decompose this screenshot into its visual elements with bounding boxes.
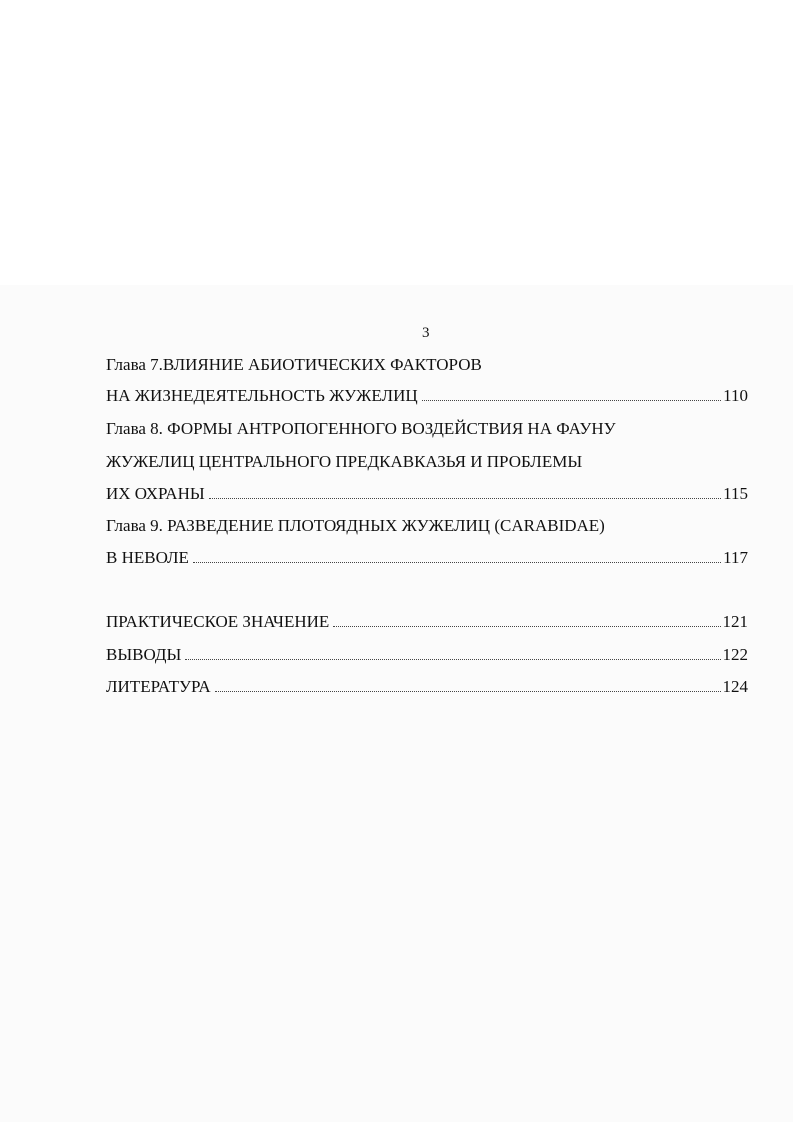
- dot-leader: [209, 498, 721, 499]
- page-number: 3: [422, 325, 430, 341]
- scan-background: [0, 285, 793, 1122]
- toc-practical-entry: [106, 610, 748, 634]
- toc-chapter9-page: 117: [723, 548, 748, 567]
- toc-chapter8-title-cont: ЖУЖЕЛИЦ ЦЕНТРАЛЬНОГО ПРЕДКАВКАЗЬЯ И ПРОБЛЕМЫ: [106, 452, 583, 471]
- toc-chapter7-page: 110: [723, 386, 748, 405]
- toc-literature-entry: [106, 675, 748, 699]
- toc-chapter8-title-end: ИХ ОХРАНЫ: [106, 484, 205, 503]
- toc-chapter9-title-cont: В НЕВОЛЕ: [106, 548, 189, 567]
- toc-literature-page: 124: [722, 677, 748, 696]
- dot-leader: [193, 562, 721, 563]
- toc-chapter7-title-cont: НА ЖИЗНЕДЕЯТЕЛЬНОСТЬ ЖУЖЕЛИЦ: [106, 386, 418, 405]
- dot-leader: [422, 400, 721, 401]
- toc-chapter9-entry: [106, 546, 748, 570]
- toc-conclusions-label: ВЫВОДЫ: [106, 645, 182, 664]
- toc-chapter7-title: Глава 7.ВЛИЯНИЕ АБИОТИЧЕСКИХ ФАКТОРОВ: [106, 355, 482, 374]
- toc-practical-label: ПРАКТИЧЕСКОЕ ЗНАЧЕНИЕ: [106, 612, 330, 631]
- toc-practical-page: 121: [722, 612, 748, 631]
- toc-conclusions-entry: [106, 643, 748, 667]
- dot-leader: [333, 626, 720, 627]
- toc-chapter8-page: 115: [723, 484, 748, 503]
- toc-literature-label: ЛИТЕРАТУРА: [106, 677, 211, 696]
- dot-leader: [185, 659, 720, 660]
- toc-chapter7-entry: [106, 384, 748, 408]
- toc-chapter9-title: Глава 9. РАЗВЕДЕНИЕ ПЛОТОЯДНЫХ ЖУЖЕЛИЦ (CARABIDAE): [106, 516, 605, 535]
- toc-chapter8-title: Глава 8. ФОРМЫ АНТРОПОГЕННОГО ВОЗДЕЙСТВИЯ НА ФАУНУ: [106, 419, 616, 438]
- dot-leader: [215, 691, 721, 692]
- toc-chapter8-entry: [106, 482, 748, 506]
- toc-conclusions-page: 122: [722, 645, 748, 664]
